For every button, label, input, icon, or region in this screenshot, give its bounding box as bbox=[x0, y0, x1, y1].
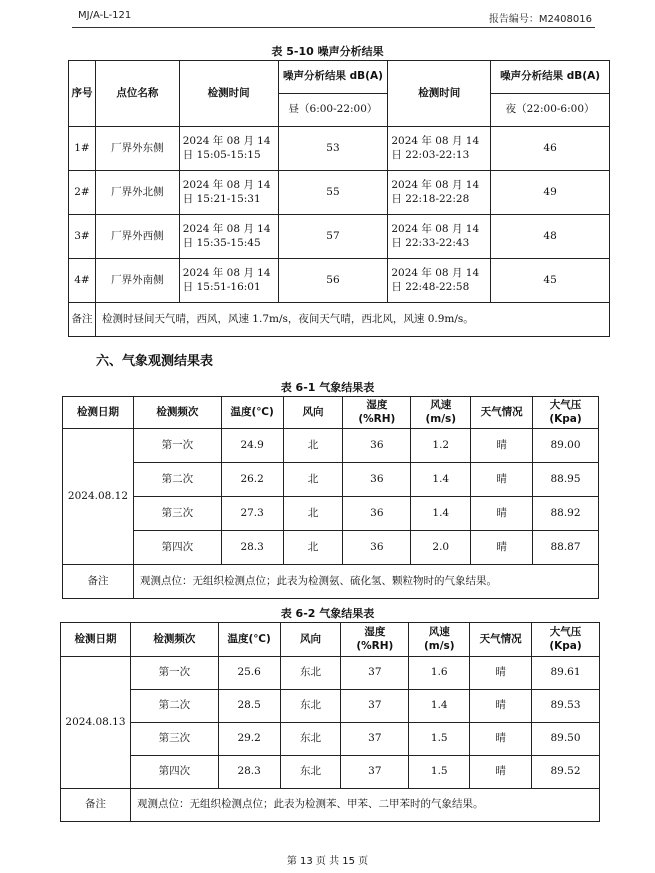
col-header-day-result: 噪声分析结果 dB(A) bbox=[278, 61, 388, 94]
weather-table-1-caption: 表 6-1 气象结果表 bbox=[280, 381, 375, 394]
row-night-value: 48 bbox=[491, 215, 610, 259]
row-night-time: 2024 年 08 月 14 日 22:18-22:28 bbox=[388, 171, 491, 215]
row-no: 3# bbox=[69, 215, 96, 259]
col-header-date: 检测日期 bbox=[61, 623, 131, 657]
col-header-wind-dir: 风向 bbox=[280, 623, 341, 657]
row-night-value: 49 bbox=[491, 171, 610, 215]
row-day-time: 2024 年 08 月 14 日 15:51-16:01 bbox=[179, 259, 278, 303]
row-no: 1# bbox=[69, 127, 96, 171]
row-day-time: 2024 年 08 月 14 日 15:35-15:45 bbox=[179, 215, 278, 259]
col-header-temp: 温度(℃) bbox=[218, 623, 280, 657]
table-row: 第三次 29.2 东北 37 1.5 晴 89.50 bbox=[61, 723, 600, 756]
note-label: 备注 bbox=[69, 303, 96, 337]
table-row bbox=[69, 259, 610, 303]
note-label: 备注 bbox=[63, 565, 134, 599]
row-night-value: 46 bbox=[491, 127, 610, 171]
note-text: 检测时昼间天气晴，西风，风速 1.7m/s，夜间天气晴，西北风，风速 0.9m/s。 bbox=[95, 303, 609, 337]
col-header-night-time: 检测时间 bbox=[388, 61, 491, 127]
col-header-humidity: 湿度 (%RH) bbox=[343, 397, 411, 429]
col-header-freq: 检测频次 bbox=[133, 397, 221, 429]
row-day-value: 55 bbox=[278, 171, 388, 215]
col-header-night-result: 噪声分析结果 dB(A) bbox=[491, 61, 610, 94]
col-header-wind-speed: 风速 (m/s) bbox=[409, 623, 470, 657]
row-night-time: 2024 年 08 月 14 日 22:03-22:13 bbox=[388, 127, 491, 171]
row-day-value: 57 bbox=[278, 215, 388, 259]
table-row bbox=[69, 127, 610, 171]
col-header-wind-speed: 风速 (m/s) bbox=[411, 397, 471, 429]
col-header-day-time: 检测时间 bbox=[179, 61, 278, 127]
document-code: MJ/A-L-121 bbox=[78, 10, 132, 21]
table-row: 2024.08.12 第一次 24.9 北 36 1.2 晴 89.00 bbox=[63, 429, 599, 463]
table-row: 第四次 28.3 东北 37 1.5 晴 89.52 bbox=[61, 756, 600, 789]
page-footer: 第 13 页 共 15 页 bbox=[286, 856, 369, 867]
row-point: 厂界外南侧 bbox=[95, 259, 179, 303]
table-row: 第二次 26.2 北 36 1.4 晴 88.95 bbox=[63, 463, 599, 497]
col-header-humidity: 湿度 (%RH) bbox=[341, 623, 409, 657]
weather-table-1 bbox=[62, 396, 599, 599]
table-row bbox=[69, 171, 610, 215]
row-night-time: 2024 年 08 月 14 日 22:33-22:43 bbox=[388, 215, 491, 259]
row-night-time: 2024 年 08 月 14 日 22:48-22:58 bbox=[388, 259, 491, 303]
table-row: 第二次 28.5 东北 37 1.4 晴 89.53 bbox=[61, 690, 600, 723]
weather-table-2-caption: 表 6-2 气象结果表 bbox=[280, 607, 375, 620]
table-row: 2024.08.13 第一次 25.6 东北 37 1.6 晴 89.61 bbox=[61, 657, 600, 690]
section-title: 六、气象观测结果表 bbox=[96, 354, 214, 369]
note-text: 观测点位：无组织检测点位；此表为检测苯、甲苯、二甲苯时的气象结果。 bbox=[130, 789, 599, 822]
col-header-date: 检测日期 bbox=[63, 397, 134, 429]
row-day-value: 56 bbox=[278, 259, 388, 303]
weather-date: 2024.08.12 bbox=[63, 429, 134, 565]
report-number: 报告编号：M2408016 bbox=[488, 14, 592, 25]
row-point: 厂界外东侧 bbox=[95, 127, 179, 171]
row-day-value: 53 bbox=[278, 127, 388, 171]
day-range: 昼（6:00-22:00） bbox=[278, 94, 388, 127]
table-row: 第三次 27.3 北 36 1.4 晴 88.92 bbox=[63, 497, 599, 531]
row-night-value: 45 bbox=[491, 259, 610, 303]
row-no: 4# bbox=[69, 259, 96, 303]
col-header-freq: 检测频次 bbox=[130, 623, 218, 657]
col-header-no: 序号 bbox=[69, 61, 96, 127]
col-header-temp: 温度(℃) bbox=[221, 397, 283, 429]
row-no: 2# bbox=[69, 171, 96, 215]
col-header-weather: 天气情况 bbox=[471, 397, 533, 429]
noise-table-caption: 表 5-10 噪声分析结果 bbox=[271, 45, 384, 58]
col-header-wind-dir: 风向 bbox=[283, 397, 343, 429]
row-day-time: 2024 年 08 月 14 日 15:21-15:31 bbox=[179, 171, 278, 215]
noise-table bbox=[68, 60, 610, 337]
row-day-time: 2024 年 08 月 14 日 15:05-15:15 bbox=[179, 127, 278, 171]
note-text: 观测点位：无组织检测点位；此表为检测氨、硫化氢、颗粒物时的气象结果。 bbox=[133, 565, 598, 599]
note-label: 备注 bbox=[61, 789, 131, 822]
weather-table-2 bbox=[60, 622, 600, 822]
row-point: 厂界外北侧 bbox=[95, 171, 179, 215]
col-header-pressure: 大气压 (Kpa) bbox=[533, 397, 599, 429]
table-row bbox=[69, 215, 610, 259]
row-point: 厂界外西侧 bbox=[95, 215, 179, 259]
header-divider bbox=[72, 27, 595, 28]
col-header-pressure: 大气压 (Kpa) bbox=[532, 623, 600, 657]
weather-date: 2024.08.13 bbox=[61, 657, 131, 789]
col-header-point: 点位名称 bbox=[95, 61, 179, 127]
night-range: 夜（22:00-6:00） bbox=[491, 94, 610, 127]
col-header-weather: 天气情况 bbox=[470, 623, 532, 657]
table-row: 第四次 28.3 北 36 2.0 晴 88.87 bbox=[63, 531, 599, 565]
